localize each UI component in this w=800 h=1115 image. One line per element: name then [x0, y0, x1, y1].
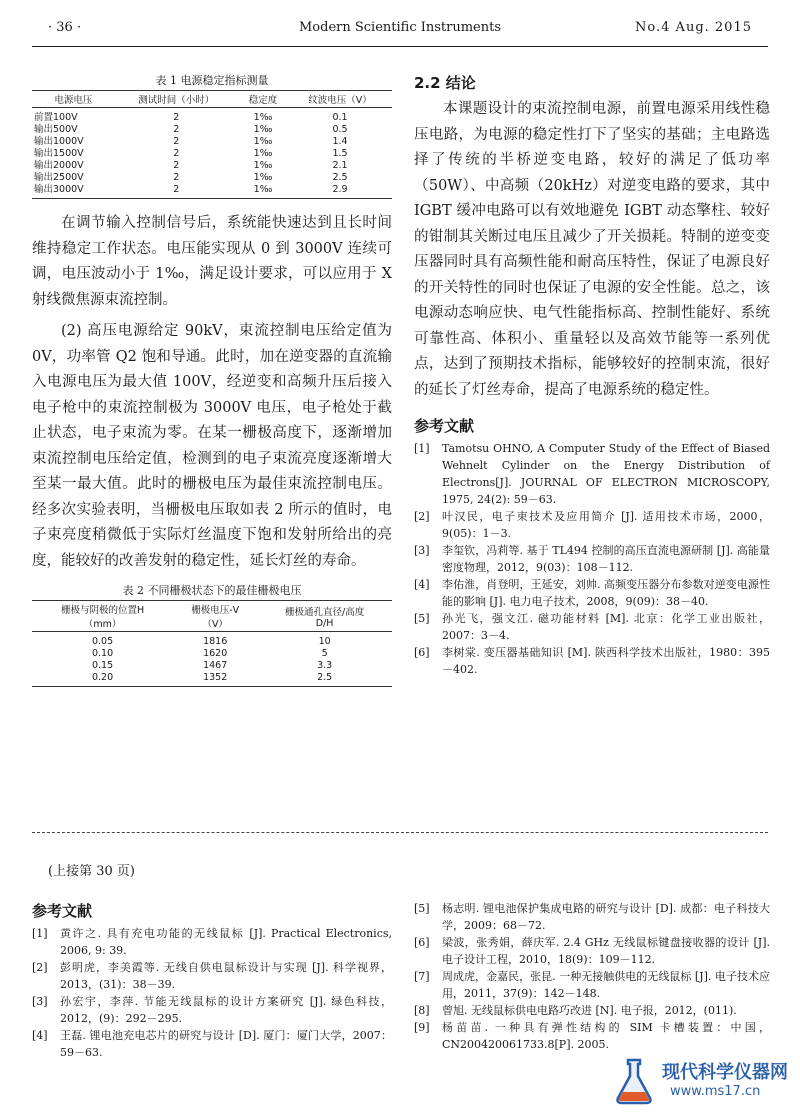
table1-header: 稳定度	[238, 91, 288, 108]
table-row	[32, 172, 392, 184]
table1	[32, 90, 392, 199]
reference-text: 王磊. 锂电池充电芯片的研究与设计 [D]. 厦门：厦门大学，2007：59－63.	[60, 1029, 392, 1059]
table-cell: 1‰	[253, 136, 273, 147]
bottom-left-column	[32, 900, 392, 1061]
reference-text: 黄许之. 具有充电功能的无线鼠标 [J]. Practical Electronics, 2006, 9: 39.	[60, 927, 392, 957]
table1-header: 测试时间（小时）	[115, 91, 238, 108]
section-divider	[32, 832, 768, 833]
table-cell: 输出2000V	[34, 160, 84, 171]
table-cell: 3.3	[317, 660, 333, 671]
table-cell: 1816	[203, 636, 228, 647]
references-heading: 参考文献	[32, 902, 93, 920]
reference-number: [4]	[414, 578, 430, 591]
reference-text: 孙宏宇，李萍. 节能无线鼠标的设计方案研究 [J]. 绿色科技，2012，(9)：292－295.	[60, 995, 392, 1025]
table-cell: 1.4	[332, 136, 348, 147]
reference-item	[32, 959, 392, 993]
conclusion-paragraph: 本课题设计的束流控制电源，前置电源采用线性稳压电路，为电源的稳定性打下了坚实的基础；主电路选择了传统的半桥逆变电路，较好的满足了低功率（50W）、中高频（20kHz）对逆变电路的要求，其中 IGBT 缓冲电路可以有效地避免 IGBT 动态擎柱、较好的钳制其关断过电压且减少了开关损耗。特制的逆变变压器同时具有高频性能和耐高压特性，保证了电源良好的开关特性的同时也保证了电源的安全性能。总之，该电源动态响应快、电气性能指标高、控制性能好、系统可靠性高、体积小、重量轻以及高效节能等一系列优点，达到了预期技术指标，能够较好的控制束流，很好的延长了灯丝寿命，提高了电源系统的稳定性。	[414, 101, 770, 398]
table-cell: 0.15	[91, 660, 114, 671]
table-cell: 0.5	[332, 124, 348, 135]
reference-text: 彭明虎，李美霞等. 无线自供电鼠标设计与实现 [J]. 科学视界，2013，(31)：38－39.	[60, 961, 392, 991]
reference-text: Tamotsu OHNO, A Computer Study of the Effect of Biased Wehnelt Cylinder on the Energy Distribution of Electrons[J]. JOURNAL OF ELECTRON MICROSCOPY, 1975, 24(2): 59－63.	[442, 442, 770, 506]
table2-caption: 表 2 不同栅极状态下的最佳栅极电压	[122, 584, 302, 597]
table-cell: 2	[115, 184, 238, 199]
watermark-url: www.ms17.cn	[670, 1084, 761, 1099]
table-row	[32, 632, 392, 649]
reference-number: [1]	[414, 442, 430, 455]
table-cell: 2	[173, 112, 180, 123]
table-cell: 输出2500V	[34, 172, 84, 183]
issue-info: No.4 Aug. 2015	[635, 20, 752, 35]
table-row	[32, 184, 392, 199]
table-cell: 输出500V	[34, 124, 78, 135]
references-heading: 参考文献	[414, 417, 475, 435]
reference-number: [2]	[32, 961, 48, 974]
table-cell: 0.05	[91, 636, 114, 647]
header-rule	[32, 46, 768, 47]
table-cell: 1467	[203, 660, 228, 671]
table-cell: 1.5	[332, 148, 348, 159]
bottom-right-column	[414, 900, 770, 1053]
table1-header: 纹波电压（V）	[288, 91, 392, 108]
table-cell: 2	[173, 148, 180, 159]
reference-number: [7]	[414, 970, 430, 983]
table-cell: 前置100V	[34, 112, 78, 123]
continuation-note: (上接第 30 页)	[48, 864, 135, 879]
table-cell: 1‰	[253, 172, 273, 183]
table-cell: 2.1	[332, 160, 348, 171]
reference-item	[414, 934, 770, 968]
reference-number: [6]	[414, 646, 430, 659]
table-cell: 2.5	[332, 172, 348, 183]
table2-header: 栅极与阴极的位置H （mm）	[32, 601, 173, 632]
table-row	[32, 672, 392, 687]
table-cell: 1‰	[238, 184, 288, 199]
reference-text: 李玺钦，冯莉等. 基于 TL494 控制的高压直流电源研制 [J]. 高能量密度物理，2012，9(03)：108－112.	[442, 544, 770, 574]
reference-text: 叶汉民，电子束技术及应用简介 [J]. 适用技术市场，2000，9(05)：1－3.	[442, 510, 770, 540]
table1-header: 电源电压	[32, 91, 115, 108]
reference-item	[414, 508, 770, 542]
table-cell: 1‰	[253, 112, 273, 123]
table-cell: 2	[173, 172, 180, 183]
left-column	[32, 72, 392, 687]
table-cell: 输出3000V	[32, 184, 115, 199]
table-cell: 2.5	[257, 672, 392, 687]
table-cell: 2.9	[288, 184, 392, 199]
reference-number: [8]	[414, 1004, 430, 1017]
references-list	[414, 900, 770, 1053]
reference-item	[414, 1002, 770, 1019]
table-cell: 输出1000V	[34, 136, 84, 147]
reference-text: 周成虎，金嘉民，张昆. 一种无接触供电的无线鼠标 [J]. 电子技术应用，2011，37(9)：142－148.	[442, 970, 770, 1000]
table-cell: 输出1500V	[34, 148, 84, 159]
table-row	[32, 648, 392, 660]
reference-item	[414, 610, 770, 644]
reference-text: 李佑淮，肖登明，王延安，刘帅. 高频变压器分布参数对逆变电源性能的影响 [J]. 电力电子技术，2008，9(09)：38－40.	[442, 578, 770, 608]
reference-number: [1]	[32, 927, 48, 940]
table-cell: 1‰	[253, 124, 273, 135]
references-list	[414, 440, 770, 678]
reference-text: 孙光飞，强文江. 磁功能材料 [M]. 北京：化学工业出版社，2007：3－4.	[442, 612, 770, 642]
table-cell: 1‰	[253, 160, 273, 171]
reference-item	[414, 644, 770, 678]
table-cell: 0.20	[32, 672, 173, 687]
table1-caption: 表 1 电源稳定指标测量	[155, 74, 269, 87]
reference-number: [3]	[414, 544, 430, 557]
reference-text: 杨苗苗. 一种具有弹性结构的 SIM 卡槽装置：中国，CN200420061733.8[P]. 2005.	[442, 1021, 770, 1051]
reference-item	[32, 1027, 392, 1061]
reference-number: [6]	[414, 936, 430, 949]
reference-number: [3]	[32, 995, 48, 1008]
table-cell: 2	[173, 136, 180, 147]
reference-item	[414, 968, 770, 1002]
right-column	[414, 72, 770, 678]
table-cell: 0.1	[332, 112, 348, 123]
conclusion-heading: 2.2 结论	[414, 74, 476, 92]
reference-item	[414, 542, 770, 576]
table-cell: 2	[173, 124, 180, 135]
table2-header: 栅极电压-V （V）	[173, 601, 257, 632]
page-number: · 36 ·	[48, 20, 82, 35]
table-cell: 2	[173, 160, 180, 171]
table-row	[32, 148, 392, 160]
references-list	[32, 925, 392, 1061]
reference-item	[32, 925, 392, 959]
table-row	[32, 108, 392, 125]
watermark-logo	[612, 1052, 797, 1110]
reference-text: 梁波，张秀娟，薛庆军. 2.4 GHz 无线鼠标键盘接收器的设计 [J]. 电子设计工程，2010，18(9)：109－112.	[442, 936, 770, 966]
body-paragraph: 在调节输入控制信号后，系统能快速达到且长时间维持稳定工作状态。电压能实现从 0 到 3000V 连续可调，电压波动小于 1‰，满足设计要求，可以应用于 X 射线微焦源束流控制。	[32, 215, 392, 308]
table-cell: 1352	[173, 672, 257, 687]
reference-item	[414, 440, 770, 508]
reference-item	[32, 993, 392, 1027]
table-cell: 0.10	[91, 648, 114, 659]
table2	[32, 600, 392, 687]
table-row	[32, 660, 392, 672]
reference-item	[414, 900, 770, 934]
watermark-title: 现代科学仪器网	[662, 1062, 788, 1083]
journal-title: Modern Scientific Instruments	[298, 20, 502, 35]
reference-item	[414, 1019, 770, 1053]
table-cell: 5	[321, 648, 328, 659]
table-cell: 1620	[203, 648, 228, 659]
reference-number: [5]	[414, 612, 430, 625]
reference-text: 杨志明. 锂电池保护集成电路的研究与设计 [D]. 成都：电子科技大学，2009：68－72.	[442, 902, 770, 932]
table-cell: 1‰	[253, 148, 273, 159]
reference-item	[414, 576, 770, 610]
reference-text: 李树棠. 变压器基础知识 [M]. 陕西科学技术出版社，1980：395－402.	[442, 646, 770, 676]
body-paragraph: (2) 高压电源给定 90kV，束流控制电压给定值为 0V，功率管 Q2 饱和导通。此时，加在逆变器的直流输入电源电压为最大值 100V，经逆变和高频升压后接入电子枪中的束流控制极为 3000V 电压，电子枪处于截止状态，电子束流为零。在某一栅极高度下，逐渐增加束流控制电压给定值，检测到的电子束流亮度逐渐增大至某一最大值。此时的栅极电压为最佳束流控制电压。经多次实验表明，当栅极电压取如表 2 所示的值时，电子束亮度稍微低于实际灯丝温度下饱和发射所给出的亮度，能较好的改善发射的稳定性，延长灯丝的寿命。	[32, 323, 392, 569]
reference-text: 曾旭. 无线鼠标供电电路巧改进 [N]. 电子报，2012，(011).	[442, 1004, 737, 1017]
reference-number: [2]	[414, 510, 430, 523]
reference-number: [4]	[32, 1029, 48, 1042]
table-row	[32, 136, 392, 148]
table-row	[32, 124, 392, 136]
table-cell: 10	[318, 636, 331, 647]
table-row	[32, 160, 392, 172]
reference-number: [9]	[414, 1021, 430, 1034]
table2-header: 栅极通孔直径/高度 D/H	[257, 601, 392, 632]
reference-number: [5]	[414, 902, 430, 915]
flask-icon	[612, 1056, 656, 1106]
